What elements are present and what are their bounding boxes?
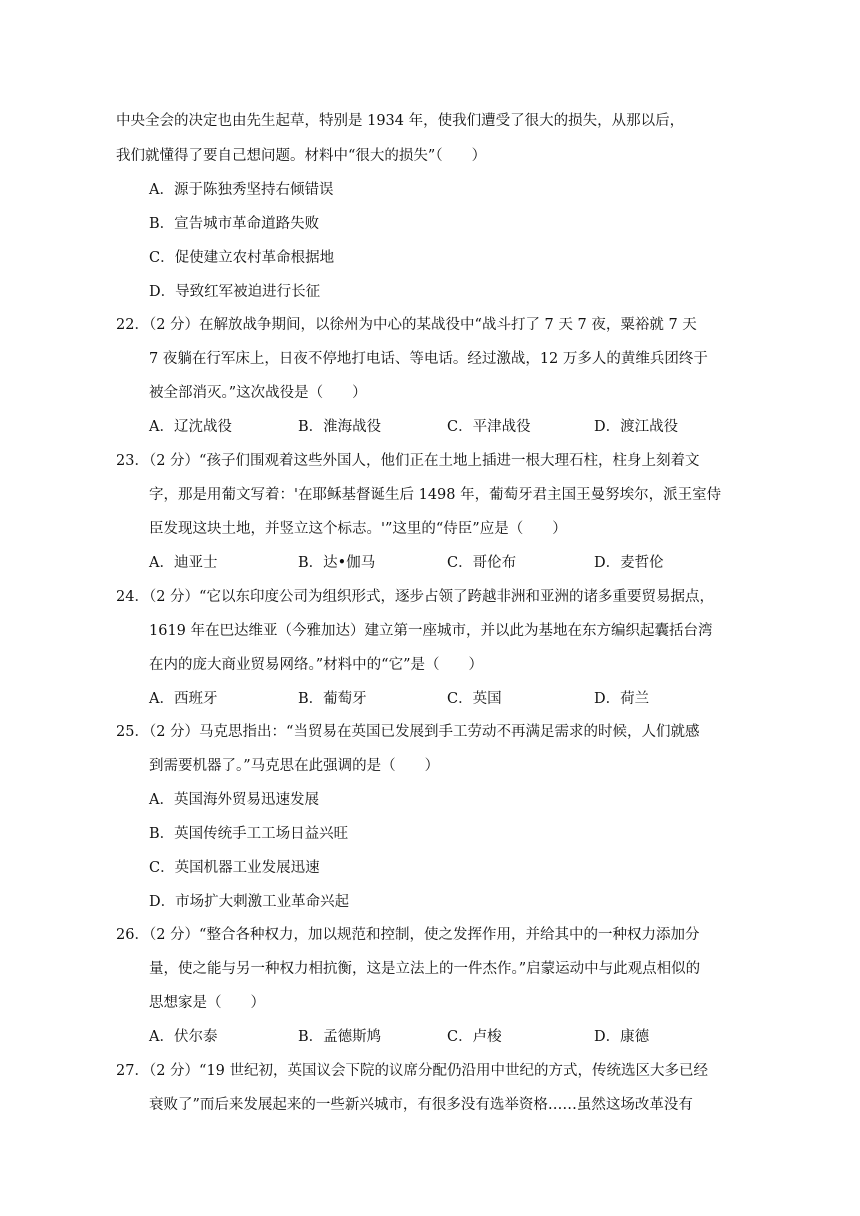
q26-option-a: A．伏尔泰 bbox=[149, 1029, 218, 1045]
q22-stem-line-3: 被全部消灭。”这次战役是（ ） bbox=[149, 385, 367, 401]
q22-stem-line-2: 7 夜躺在行军床上，日夜不停地打电话、等电话。经过激战，12 万多人的黄维兵团终于 bbox=[149, 351, 708, 367]
q23-stem-line-2: 字，那是用葡文写着：'在耶稣基督诞生后 1498 年，葡萄牙君主国王曼努埃尔，派王室侍 bbox=[149, 487, 722, 503]
q26-option-c: C．卢梭 bbox=[447, 1029, 502, 1045]
q26-stem-line-2: 量，使之能与另一种权力相抗衡，这是立法上的一件杰作。”启蒙运动中与此观点相似的 bbox=[149, 961, 701, 977]
q27-stem-line-1: 27．（2 分）“19 世纪初，英国议会下院的议席分配仍沿用中世纪的方式，传统选区大多已经 bbox=[116, 1063, 709, 1079]
q21-option-d: D．导致红军被迫进行长征 bbox=[149, 284, 321, 300]
q23-stem-line-1: 23．（2 分）“孩子们围观着这些外国人，他们正在土地上插进一根大理石柱，柱身上刻着文 bbox=[116, 453, 700, 469]
q22-option-c: C．平津战役 bbox=[447, 419, 531, 435]
q21-stem-line-1: 中央全会的决定也由先生起草，特别是 1934 年，使我们遭受了很大的损失，从那以后， bbox=[116, 113, 685, 129]
q21-stem-line-2: 我们就懂得了要自己想问题。材料中“很大的损失”（ ） bbox=[116, 148, 487, 164]
q23-option-b: B．达•伽马 bbox=[298, 555, 376, 571]
q24-option-a: A．西班牙 bbox=[149, 691, 218, 707]
q22-stem-line-1: 22．（2 分）在解放战争期间，以徐州为中心的某战役中“战斗打了 7 天 7 夜，粟裕就 7 天 bbox=[116, 317, 697, 333]
q24-option-b: B．葡萄牙 bbox=[298, 691, 367, 707]
q25-stem-line-2: 到需要机器了。”马克思在此强调的是（ ） bbox=[149, 758, 440, 774]
q22-option-b: B．淮海战役 bbox=[298, 419, 382, 435]
q23-stem-line-3: 臣发现这块土地，并竖立这个标志。'”这里的“侍臣”应是（ ） bbox=[149, 521, 567, 537]
q25-option-b: B．英国传统手工工场日益兴旺 bbox=[149, 826, 349, 842]
q25-option-c: C．英国机器工业发展迅速 bbox=[149, 860, 320, 876]
q24-stem-line-2: 1619 年在巴达维亚（今雅加达）建立第一座城市，并以此为基地在东方编织起囊括台湾 bbox=[149, 623, 713, 639]
q23-option-c: C．哥伦布 bbox=[447, 555, 517, 571]
q24-stem-line-1: 24．（2 分）“它以东印度公司为组织形式，逐步占领了跨越非洲和亚洲的诸多重要贸易据点， bbox=[116, 589, 714, 605]
q24-option-d: D．荷兰 bbox=[594, 691, 650, 707]
q25-stem-line-1: 25．（2 分）马克思指出：“当贸易在英国已发展到手工劳动不再满足需求的时候，人们就感 bbox=[116, 724, 700, 740]
q24-stem-line-3: 在内的庞大商业贸易网络。”材料中的“它”是（ ） bbox=[149, 657, 483, 673]
q22-option-a: A．辽沈战役 bbox=[149, 419, 232, 435]
q26-option-d: D．康德 bbox=[594, 1029, 650, 1045]
q21-option-a: A．源于陈独秀坚持右倾错误 bbox=[149, 182, 334, 198]
q24-option-c: C．英国 bbox=[447, 691, 502, 707]
q21-option-b: B．宣告城市革命道路失败 bbox=[149, 216, 320, 232]
q26-option-b: B．孟德斯鸠 bbox=[298, 1029, 382, 1045]
q21-option-c: C．促使建立农村革命根据地 bbox=[149, 250, 335, 266]
q25-option-d: D．市场扩大刺激工业革命兴起 bbox=[149, 894, 350, 910]
q26-stem-line-3: 思想家是（ ） bbox=[149, 995, 265, 1011]
q23-option-a: A．迪亚士 bbox=[149, 555, 218, 571]
q23-option-d: D．麦哲伦 bbox=[594, 555, 664, 571]
q25-option-a: A．英国海外贸易迅速发展 bbox=[149, 792, 319, 808]
q27-stem-line-2: 衰败了”而后来发展起来的一些新兴城市，有很多没有选举资格……虽然这场改革没有 bbox=[149, 1097, 693, 1113]
q26-stem-line-1: 26．（2 分）“整合各种权力，加以规范和控制，使之发挥作用，并给其中的一种权力添加分 bbox=[116, 927, 700, 943]
q22-option-d: D．渡江战役 bbox=[594, 419, 679, 435]
